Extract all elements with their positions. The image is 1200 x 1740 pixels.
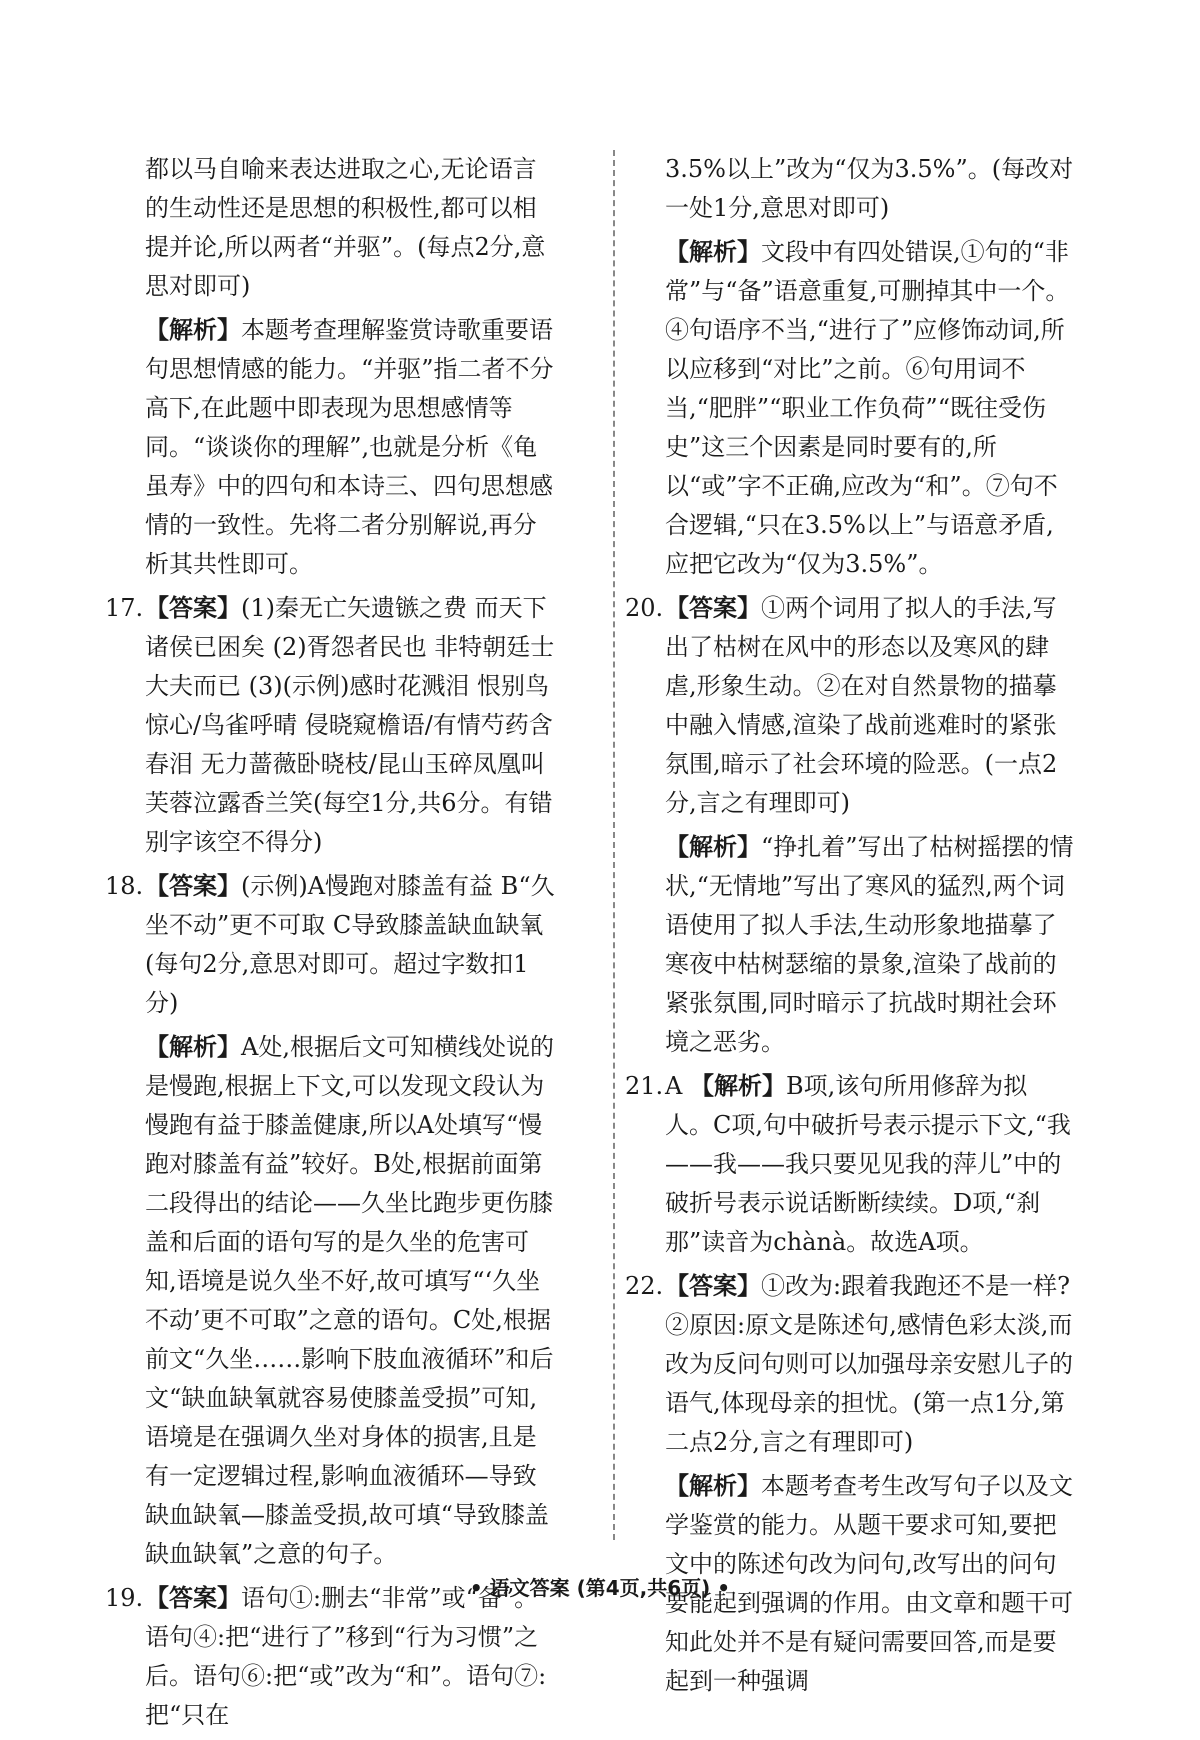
q17-number: 17.: [105, 594, 144, 622]
q21-answer-letter: A: [665, 1072, 690, 1100]
analysis-tag: 【解析】: [665, 1472, 761, 1500]
left-column: [105, 150, 555, 1740]
q20-analysis: [625, 828, 1075, 1062]
answer-tag: 【答案】: [665, 594, 761, 622]
q22-item: [625, 1267, 1075, 1462]
answer-tag: 【答案】: [665, 1272, 761, 1300]
q18-number: 18.: [105, 872, 144, 900]
q19-answer-text: 语句①:删去“非常”或“备”。语句④:把“进行了”移到“行为习惯”之后。语句⑥:把“或”改为“和”。语句⑦:把“只在: [145, 1584, 547, 1729]
q18-analysis-text: A处,根据后文可知横线处说的是慢跑,根据上下文,可以发现文段认为慢跑有益于膝盖健康,所以A处填写“慢跑对膝盖有益”较好。B处,根据前面第二段得出的结论——久坐比跑步更伤膝盖和后面的语句写的是久坐的危害可知,语境是说久坐不好,故可填写“‘久坐不动’更不可取”之意的语句。C处,根据前文“久坐……影响下肢血液循环”和后文“缺血缺氧就容易使膝盖受损”可知,语境是在强调久坐对身体的损害,且是有一定逻辑过程,影响血液循环—导致缺血缺氧—膝盖受损,故可填“导致膝盖缺血缺氧”之意的句子。: [145, 1033, 554, 1568]
analysis-tag: 【解析】: [665, 833, 761, 861]
q16-answer-cont-text: 都以马自喻来表达进取之心,无论语言的生动性还是思想的积极性,都可以相提并论,所以两者“并驱”。(每点2分,意思对即可): [145, 155, 546, 300]
q16-analysis-text: 本题考查理解鉴赏诗歌重要语句思想情感的能力。“并驱”指二者不分高下,在此题中即表现为思想感情等同。“谈谈你的理解”,也就是分析《龟虽寿》中的四句和本诗三、四句思想感情的一致性。先将二者分别解说,再分析其共性即可。: [145, 316, 554, 578]
analysis-tag: 【解析】: [665, 238, 761, 266]
answer-tag: 【答案】: [145, 594, 241, 622]
q19-answer-continuation: [625, 150, 1075, 228]
q18-item: [105, 867, 555, 1023]
q20-analysis-text: “挣扎着”写出了枯树摇摆的情状,“无情地”写出了寒风的猛烈,两个词语使用了拟人手法,生动形象地描摹了寒夜中枯树瑟缩的景象,渲染了战前的紧张氛围,同时暗示了抗战时期社会环境之恶劣。: [665, 833, 1074, 1056]
right-column: [625, 150, 1075, 1706]
answer-tag: 【答案】: [145, 872, 241, 900]
q21-number: 21.: [625, 1072, 664, 1100]
q20-answer-text: ①两个词用了拟人的手法,写出了枯树在风中的形态以及寒风的肆虐,形象生动。②在对自然景物的描摹中融入情感,渲染了战前逃难时的紧张氛围,暗示了社会环境的险恶。(一点2分,言之有理即可): [665, 594, 1058, 817]
q18-answer-text: (示例)A慢跑对膝盖有益 B“久坐不动”更不可取 C导致膝盖缺血缺氧(每句2分,意思对即可。超过字数扣1分): [145, 872, 555, 1017]
q22-analysis-text: 本题考查考生改写句子以及文学鉴赏的能力。从题干要求可知,要把文中的陈述句改为问句,改写出的问句要能起到强调的作用。由文章和题干可知此处并不是有疑问需要回答,而是要起到一种强调: [665, 1472, 1073, 1695]
q21-analysis-text: B项,该句所用修辞为拟人。C项,句中破折号表示提示下文,“我——我——我只要见见我的萍儿”中的破折号表示说话断断续续。D项,“刹那”读音为chànà。故选A项。: [665, 1072, 1071, 1256]
page-footer: • 语文答案 (第4页,共6页) •: [469, 1576, 731, 1600]
q19-analysis: [625, 233, 1075, 584]
column-divider: [613, 150, 615, 1540]
q19-analysis-text: 文段中有四处错误,①句的“非常”与“备”语意重复,可删掉其中一个。④句语序不当,“进行了”应修饰动词,所以应移到“对比”之前。⑥句用词不当,“肥胖”“职业工作负荷”“既往受伤史”这三个因素是同时要有的,所以“或”字不正确,应改为“和”。⑦句不合逻辑,“只在3.5%以上”与语意矛盾,应把它改为“仅为3.5%”。: [665, 238, 1070, 578]
q17-item: [105, 589, 555, 862]
q21-item: [625, 1067, 1075, 1262]
analysis-tag: 【解析】: [145, 316, 241, 344]
q16-analysis: [105, 311, 555, 584]
q22-number: 22.: [625, 1272, 664, 1300]
q19-number: 19.: [105, 1584, 144, 1612]
analysis-tag: 【解析】: [145, 1033, 241, 1061]
q20-item: [625, 589, 1075, 823]
answer-tag: 【答案】: [145, 1584, 241, 1612]
q19-item: [105, 1579, 555, 1735]
q18-analysis: [105, 1028, 555, 1574]
q17-answer-text: (1)秦无亡矢遗镞之费 而天下诸侯已困矣 (2)胥怨者民也 非特朝廷士大夫而已 (3)(示例)感时花溅泪 恨别鸟惊心/鸟雀呼晴 侵晓窥檐语/有情芍药含春泪 无力蔷薇卧晓枝/昆山玉碎凤凰叫 芙蓉泣露香兰笑(每空1分,共6分。有错别字该空不得分): [145, 594, 555, 856]
q20-number: 20.: [625, 594, 664, 622]
q22-answer-text: ①改为:跟着我跑还不是一样?②原因:原文是陈述句,感情色彩太淡,而改为反问句则可以加强母亲安慰儿子的语气,体现母亲的担忧。(第一点1分,第二点2分,言之有理即可): [665, 1272, 1073, 1456]
analysis-tag: 【解析】: [689, 1072, 786, 1100]
q16-answer-continuation: [105, 150, 555, 306]
q19-answer-cont-text: 3.5%以上”改为“仅为3.5%”。(每改对一处1分,意思对即可): [665, 155, 1074, 222]
